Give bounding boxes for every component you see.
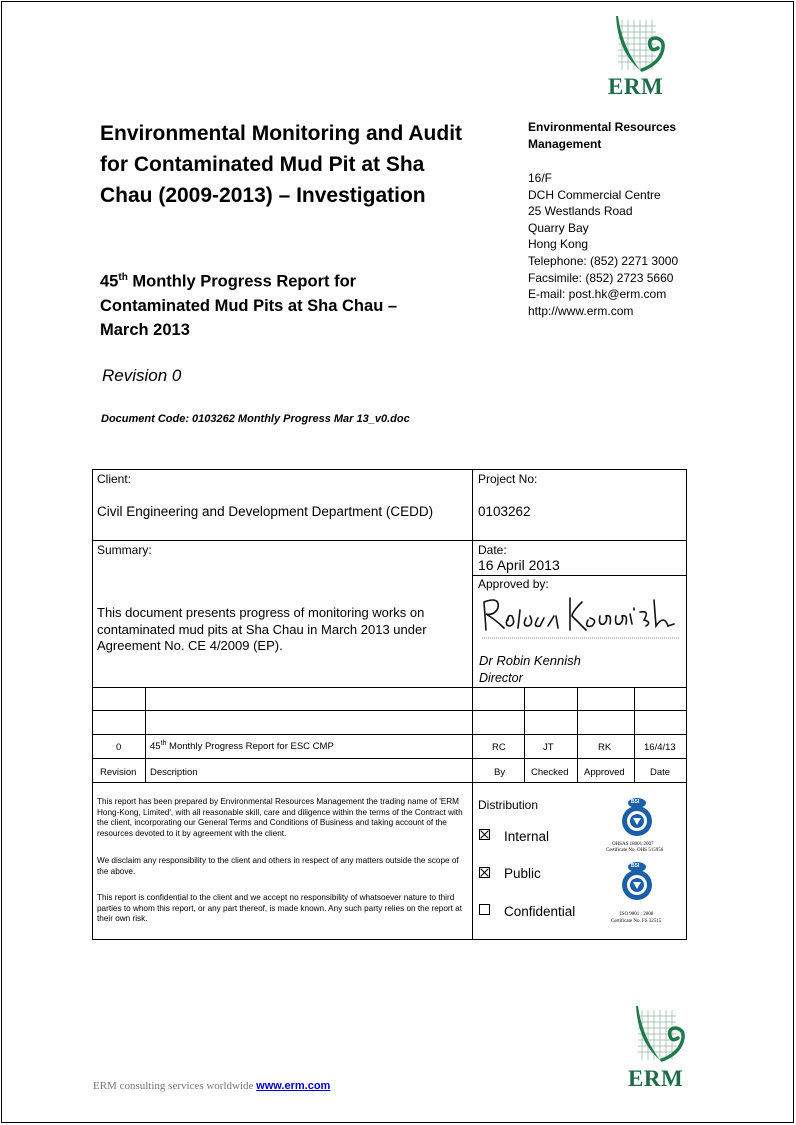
iso-text: ISO 9001 : 2008 xyxy=(620,912,654,917)
subtitle-ordinal: th xyxy=(118,272,128,283)
project-label: Project No: xyxy=(478,472,538,486)
revision-checked: JT xyxy=(543,742,554,753)
header-checked: Checked xyxy=(531,767,569,778)
erm-logo-text: ERM xyxy=(608,74,664,99)
address-line: DCH Commercial Centre xyxy=(528,187,661,202)
confidential-checkbox[interactable] xyxy=(479,904,490,915)
document-code: Document Code: 0103262 Monthly Progress Mar 13_v0.doc xyxy=(101,413,410,425)
desc-number: 45 xyxy=(150,741,161,753)
footer xyxy=(93,1080,330,1092)
approved-label: Approved by: xyxy=(478,577,549,591)
bsi-badge-text: BSI xyxy=(631,863,640,869)
erm-logo-bottom xyxy=(628,1000,694,1095)
summary-text: This document presents progress of monitoring works on contaminated mud pits at Sha Chau in March 2013 under Agreement No. CE 4/2009 (EP). xyxy=(97,605,427,653)
footer-link[interactable]: www.erm.com xyxy=(256,1080,331,1092)
email: E-mail: post.hk@erm.com xyxy=(528,287,667,302)
project-value: 0103262 xyxy=(478,504,531,519)
date-value: 16 April 2013 xyxy=(478,557,560,573)
document-subtitle xyxy=(100,266,430,342)
company-address xyxy=(528,170,678,319)
disclaimer-terms: This report has been prepared by Environmental Resources Management the trading name of 'ERM Hong-Kong, Limited', with all reasonable skill, care and diligence within the terms of the Contract with the client, incorporating our General Terms and Conditions of Business and taking account of the resources devoted to it by agreement with the client. xyxy=(97,797,463,838)
revision-label: Revision 0 xyxy=(102,366,182,385)
header-date: Date xyxy=(650,767,671,778)
public-checkbox[interactable] xyxy=(479,867,490,878)
client-label: Client: xyxy=(97,472,132,486)
approver-name: Dr Robin Kennish xyxy=(479,653,581,668)
erm-logo-text: ERM xyxy=(628,1066,684,1091)
approver-title: Director xyxy=(479,671,523,685)
client-value: Civil Engineering and Development Department (CEDD) xyxy=(97,504,434,519)
internal-label: Internal xyxy=(504,829,550,844)
footer-text: ERM consulting services worldwide xyxy=(93,1080,257,1092)
iso-certificate: Certificate No. FS 32515 xyxy=(611,919,662,924)
ohsas-certificate: Certificate No. OHS 515956 xyxy=(606,848,664,853)
address-line: Quarry Bay xyxy=(528,220,589,235)
website-link[interactable]: http://www.erm.com xyxy=(528,303,634,318)
internal-checkbox[interactable] xyxy=(479,829,490,840)
header-revision: Revision xyxy=(100,767,137,778)
public-label: Public xyxy=(504,866,541,881)
header-by: By xyxy=(494,767,506,778)
revision-number: 0 xyxy=(116,742,122,753)
erm-logo-top xyxy=(608,12,674,100)
subtitle-number: 45 xyxy=(100,272,119,291)
bsi-ohsas-badge xyxy=(612,796,662,846)
distribution-label: Distribution xyxy=(478,798,539,812)
signature-icon xyxy=(478,590,683,642)
bsi-iso-badge xyxy=(612,860,662,910)
revision-approved: RK xyxy=(598,742,612,753)
revision-date: 16/4/13 xyxy=(644,742,676,753)
desc-text: Monthly Progress Report for ESC CMP xyxy=(166,741,334,753)
desc-ordinal: th xyxy=(160,740,167,747)
telephone: Telephone: (852) 2271 3000 xyxy=(528,253,679,268)
document-title: Environmental Monitoring and Audit for Contaminated Mud Pit at Sha Chau (2009-2013) – Investigation xyxy=(100,122,463,207)
ohsas-text: OHSAS 18001:2007 xyxy=(612,842,654,847)
header-description: Description xyxy=(150,767,198,778)
header-approved: Approved xyxy=(584,767,625,778)
confidential-label: Confidential xyxy=(504,904,576,919)
facsimile: Facsimile: (852) 2723 5660 xyxy=(528,270,674,285)
address-line: Hong Kong xyxy=(528,237,589,252)
address-line: 16/F xyxy=(528,171,553,185)
date-label: Date: xyxy=(478,543,507,557)
company-name: Environmental Resources Management xyxy=(528,120,677,151)
disclaimer-responsibility: We disclaim any responsibility to the client and others in respect of any matters outside the scope of the above. xyxy=(97,856,459,876)
disclaimer-confidential: This report is confidential to the client and we accept no responsibility of whatsoever nature to third parties to whom this report, or any part thereof, is made known. Any such party relies on the report at their own risk. xyxy=(97,893,462,924)
erm-fern-icon xyxy=(608,12,670,74)
summary-label: Summary: xyxy=(97,543,152,557)
address-line: 25 Westlands Road xyxy=(528,204,633,219)
bsi-badge-text: BSI xyxy=(631,799,640,805)
erm-fern-icon xyxy=(628,1000,690,1066)
revision-description xyxy=(150,740,334,752)
subtitle-text: Monthly Progress Report for Contaminated Mud Pits at Sha Chau – March 2013 xyxy=(100,272,398,339)
revision-by: RC xyxy=(492,742,506,753)
